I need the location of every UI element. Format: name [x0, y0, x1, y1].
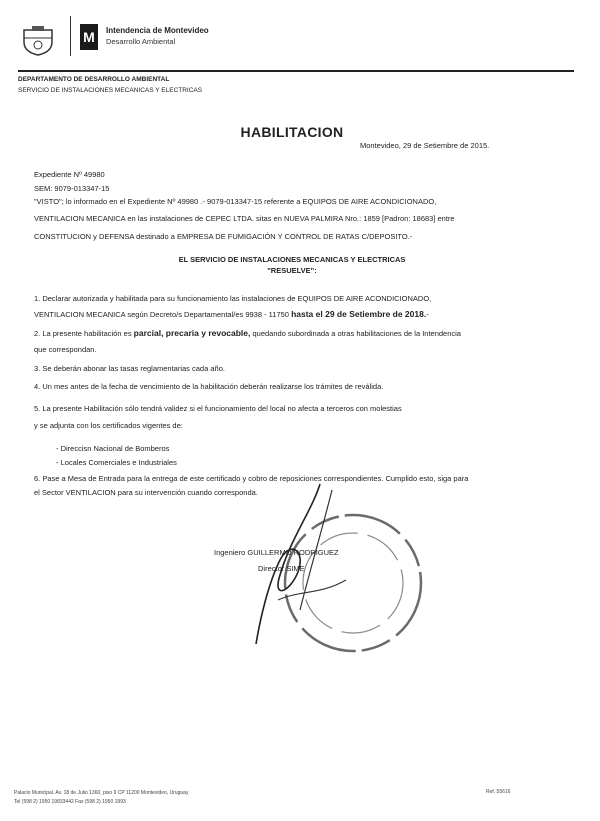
item-6-line-1: 6. Pase a Mesa de Entrada para la entrega de este certificado y cobro de reposiciones correspondientes. Cumplido esto, siga para	[34, 474, 469, 483]
intendencia-logo: M	[80, 24, 98, 50]
item-2-intro: 2. La presente habilitación es	[34, 329, 132, 338]
resuelve-heading: EL SERVICIO DE INSTALACIONES MECANICAS Y ELECTRICAS	[178, 255, 406, 264]
item-1-line-1: 1. Declarar autorizada y habilitada para su funcionamiento las instalaciones de EQUIPOS DE AIRE ACONDICIONADO,	[34, 294, 432, 303]
footer-address: Palacio Municipal. Av. 18 de Julio 1360, piso 9 CP 11200 Montevideo, Uruguay	[14, 790, 189, 796]
resuelve-label: "RESUELVE":	[267, 266, 317, 275]
service-name: SERVICIO DE INSTALACIONES MECANICAS Y ELECTRICAS	[18, 87, 203, 94]
certificate-locales: - Locales Comerciales e Industriales	[56, 458, 177, 467]
certificate-bomberos: - Direccisn Nacional de Bomberos	[56, 444, 170, 453]
issue-date: Montevideo, 29 de Setiembre de 2015.	[360, 141, 490, 150]
item-6-line-2: el Sector VENTILACION para su intervención cuando corresponda.	[34, 488, 258, 497]
expediente-number: Expediente Nº 49980	[34, 170, 105, 179]
footer-reference: Ref. 55616	[486, 789, 511, 795]
item-2-rest: quedando subordinada a otras habilitaciones de la Intendencia	[252, 329, 461, 338]
document-title: HABILITACION	[240, 124, 344, 140]
item-3: 3. Se deberán abonar las tasas reglamentarias cada año.	[34, 364, 225, 373]
item-5-line-2: y se adjunta con los certificados vigentes de:	[34, 421, 183, 430]
item-1-dash: -	[426, 310, 429, 319]
item-2-line-1	[34, 328, 461, 339]
sem-number: SEM: 9079-013347-15	[34, 184, 110, 193]
item-2-line-2: que correspondan.	[34, 345, 97, 354]
visto-line-2: VENTILACION MECANICA en las instalaciones de CEPEC LTDA. sitas en NUEVA PALMIRA Nro.: 1859 [Padron: 18683] entre	[34, 214, 455, 223]
signatory-name: Ingeniero GUILLERMO RODRIGUEZ	[214, 548, 339, 557]
logo-separator	[70, 16, 71, 56]
org-name: Intendencia de Montevideo	[106, 26, 209, 35]
item-1-line-2	[34, 309, 429, 320]
visto-line-3: CONSTITUCION y DEFENSA destinado a EMPRESA DE FUMIGACIÓN Y CONTROL DE RATAS C/DEPOSITO.-	[34, 232, 413, 241]
header-rule	[18, 70, 574, 72]
org-subtitle: Desarrollo Ambiental	[106, 37, 176, 46]
item-2-terms: parcial, precaria y revocable,	[133, 328, 251, 338]
footer-phone: Tel (598 2) 1950 19833442 Fax (598 2) 1950 1993	[14, 799, 126, 805]
visto-line-1: "VISTO"; lo informado en el Expediente Nº 49980 .- 9079-013347-15 referente a EQUIPOS DE AIRE ACONDICIONADO,	[34, 197, 437, 206]
municipal-seal-icon	[18, 24, 58, 56]
department-name: DEPARTAMENTO DE DESARROLLO AMBIENTAL	[18, 76, 170, 83]
item-5-line-1: 5. La presente Habilitación sólo tendrá validez si el funcionamiento del local no afecta a terceros con molestias	[34, 404, 402, 413]
item-1-decree: VENTILACION MECANICA según Decreto/s Departamental/es 9938 - 11750	[34, 310, 289, 319]
signatory-role: Director SIME	[258, 564, 305, 573]
item-1-expiry: hasta el 29 de Setiembre de 2018.	[291, 309, 427, 319]
item-4: 4. Un mes antes de la fecha de vencimiento de la habilitación deberán realizarse los trámites de reválida.	[34, 382, 384, 391]
